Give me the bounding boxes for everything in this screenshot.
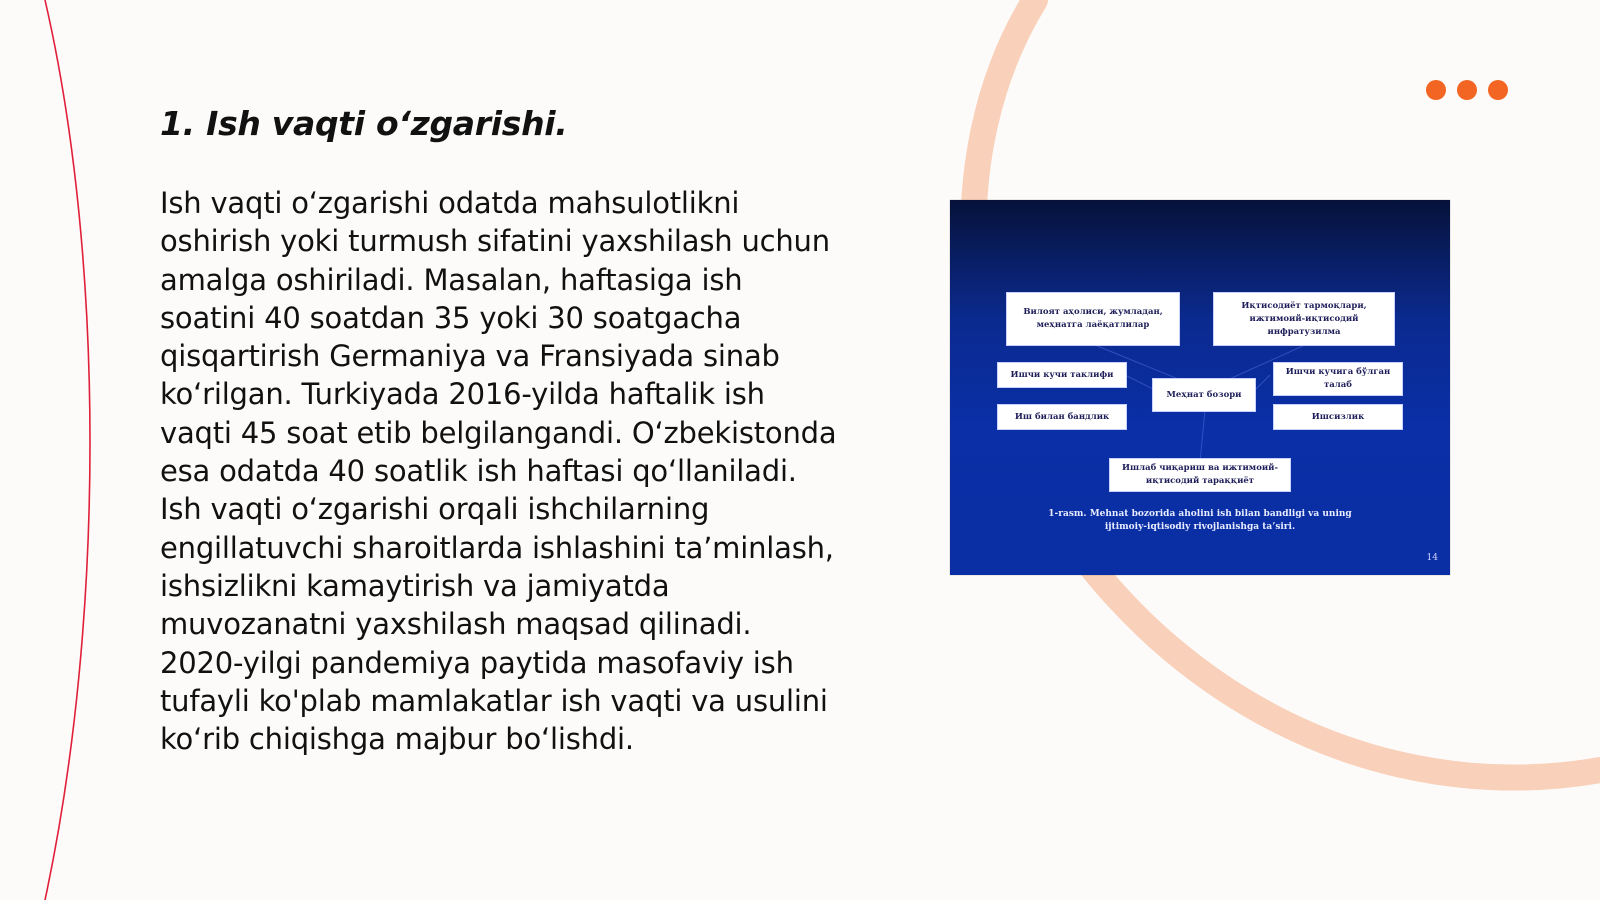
slide-body-text: Ish vaqti o‘zgarishi odatda mahsulotlikni oshirish yoki turmush sifatini yaxshilash uchun amalga oshiriladi. Masalan, haftasiga ish soatini 40 soatdan 35 yoki 30 soatgacha qisqartirish Germaniya va Fransiyada sinab ko‘rilgan. Turkiyada 2016-yilda haftalik ish vaqti 45 soat etib belgilangandi. O‘zbekistonda esa odatda 40 soatlik ish haftasi qo‘llaniladi. Ish vaqti o‘zgarishi orqali ishchilarning engillatuvchi sharoitlarda ishlashini ta’minlash, ishsizlikni kamaytirish va jamiyatda muvozanatni yaxshilash maqsad qilinadi. 2020-yilgi pandemiya paytida masofaviy ish tufayli ko'plab mamlakatlar ish vaqti va usulini ko‘rib chiqishga majbur bo‘lishdi. bbox=[160, 186, 837, 757]
node-center: Меҳнат бозори bbox=[1152, 378, 1256, 412]
decorative-dots bbox=[1426, 80, 1516, 102]
node-mid-right-top: Ишчи кучига бўлган талаб bbox=[1273, 362, 1403, 396]
node-mid-right-bottom: Ишсизлик bbox=[1273, 404, 1403, 430]
slide-caption: 1-rasm. Mehnat bozorida aholini ish bilan bandligi va uning ijtimoiy-iqtisodiy rivojlanishga ta’siri. bbox=[1048, 509, 1352, 532]
embedded-slide-image bbox=[950, 200, 1450, 575]
slide-title: 1. Ish vaqti o‘zgarishi. bbox=[160, 104, 568, 143]
node-mid-left-top: Ишчи кучи таклифи bbox=[997, 362, 1127, 388]
node-top-left: Вилоят аҳолиси, жумладан, меҳнатга лаёқатлилар bbox=[1006, 292, 1180, 346]
red-curve-line bbox=[45, 0, 90, 900]
dot-1 bbox=[1426, 80, 1446, 100]
slide-page-number: 14 bbox=[1426, 553, 1438, 563]
node-mid-left-bottom: Иш билан бандлик bbox=[997, 404, 1127, 430]
dot-3 bbox=[1488, 80, 1508, 100]
dot-2 bbox=[1457, 80, 1477, 100]
node-top-right: Иқтисодиёт тармоқлари, ижтимоий-иқтисодий инфратузилма bbox=[1213, 292, 1395, 346]
node-bottom: Ишлаб чиқариш ва ижтимоий-иқтисодий тараққиёт bbox=[1109, 458, 1291, 492]
